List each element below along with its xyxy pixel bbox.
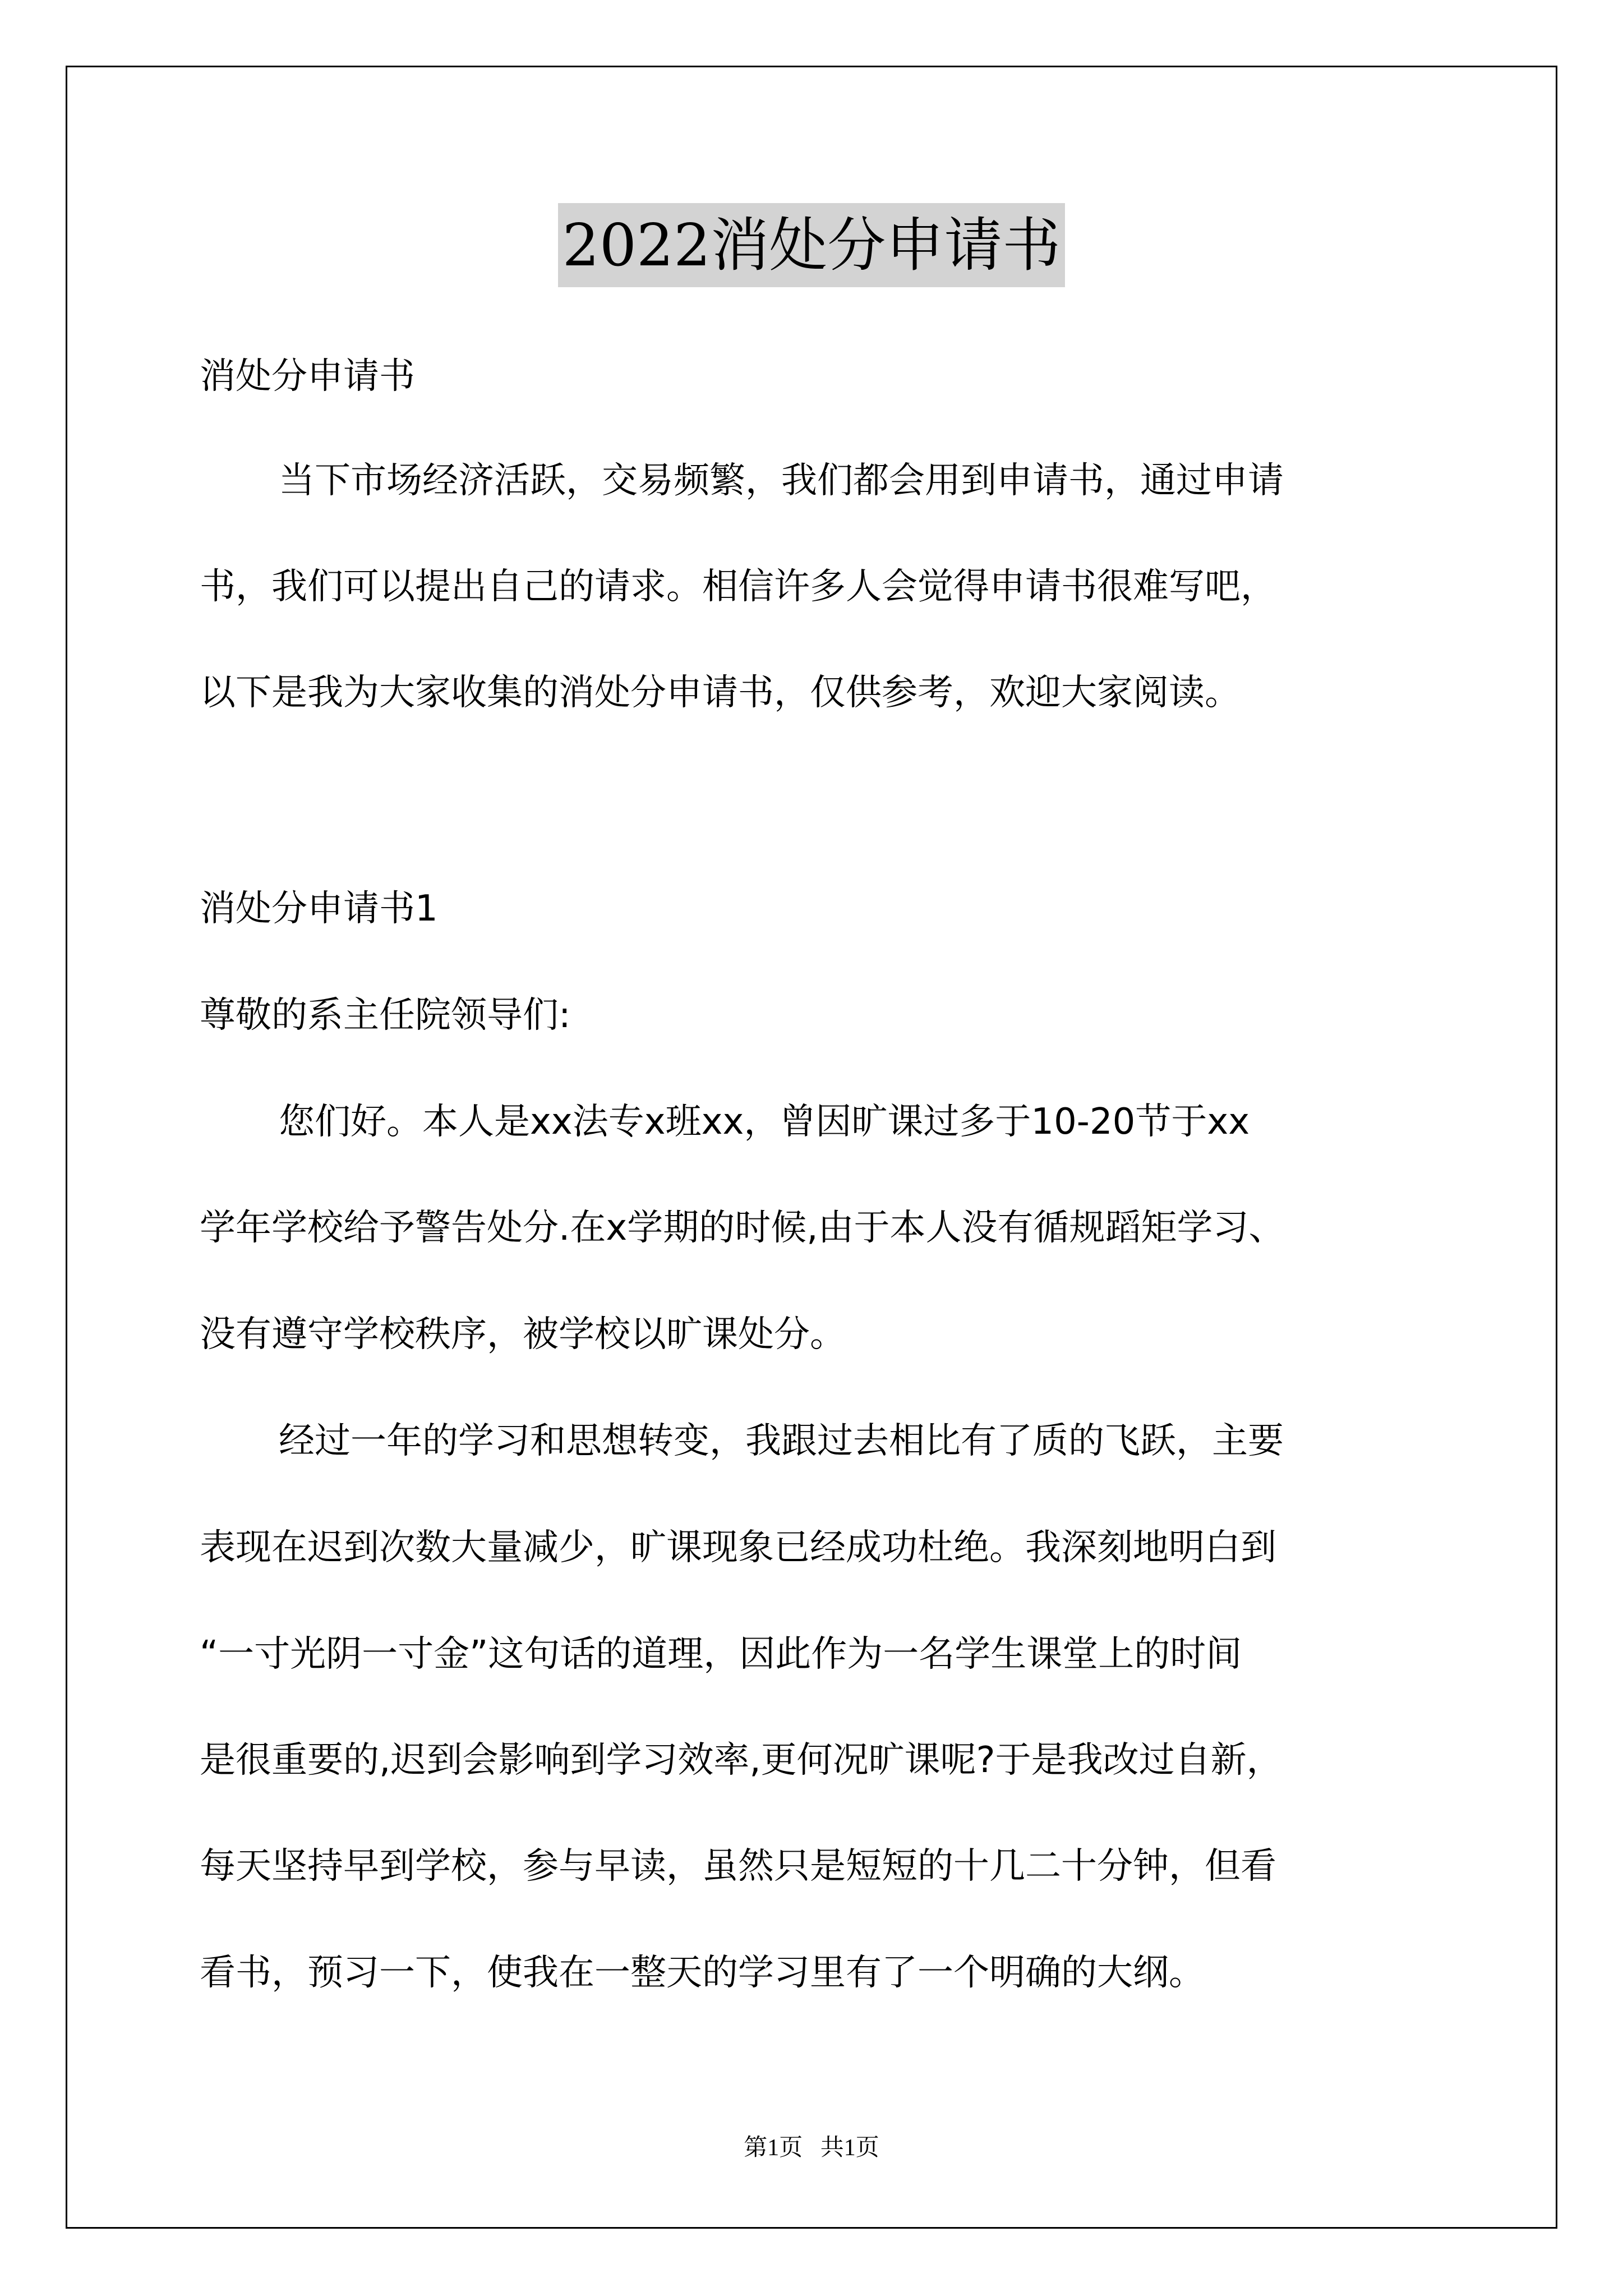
paragraph-line: 学年学校给予警告处分.在x学期的时候,由于本人没有循规蹈矩学习、 (200, 1207, 1285, 1249)
title-container (0, 203, 1623, 287)
paragraph-line: 看书，预习一下，使我在一整天的学习里有了一个明确的大纲。 (200, 1952, 1205, 1994)
paragraph-line: 是很重要的,迟到会影响到学习效率,更何况旷课呢?于是我改过自新， (200, 1740, 1283, 1781)
paragraph-line: 表现在迟到次数大量减少，旷课现象已经成功杜绝。我深刻地明白到 (200, 1527, 1276, 1568)
paragraph-line: 以下是我为大家收集的消处分申请书，仅供参考，欢迎大家阅读。 (200, 672, 1241, 714)
paragraph-line: 书，我们可以提出自己的请求。相信许多人会觉得申请书很难写吧， (200, 566, 1276, 608)
paragraph-line: 您们好。本人是xx法专x班xx，曾因旷课过多于10-20节于xx (279, 1101, 1250, 1143)
section-heading: 消处分申请书1 (200, 888, 438, 930)
paragraph-line: 经过一年的学习和思想转变，我跟过去相比有了质的飞跃，主要 (279, 1420, 1284, 1462)
paragraph-line: “一寸光阴一寸金”这句话的道理，因此作为一名学生课堂上的时间 (200, 1634, 1242, 1675)
page-number: 第1页 共1页 (744, 2135, 879, 2161)
salutation: 尊敬的系主任院领导们: (200, 995, 571, 1036)
paragraph-line: 当下市场经济活跃，交易频繁，我们都会用到申请书，通过申请 (279, 460, 1284, 501)
paragraph-line: 每天坚持早到学校，参与早读，虽然只是短短的十几二十分钟，但看 (200, 1846, 1276, 1887)
section-heading: 消处分申请书 (200, 356, 415, 397)
paragraph-line: 没有遵守学校秩序，被学校以旷课处分。 (200, 1314, 846, 1355)
document-title: 2022消处分申请书 (558, 203, 1066, 287)
